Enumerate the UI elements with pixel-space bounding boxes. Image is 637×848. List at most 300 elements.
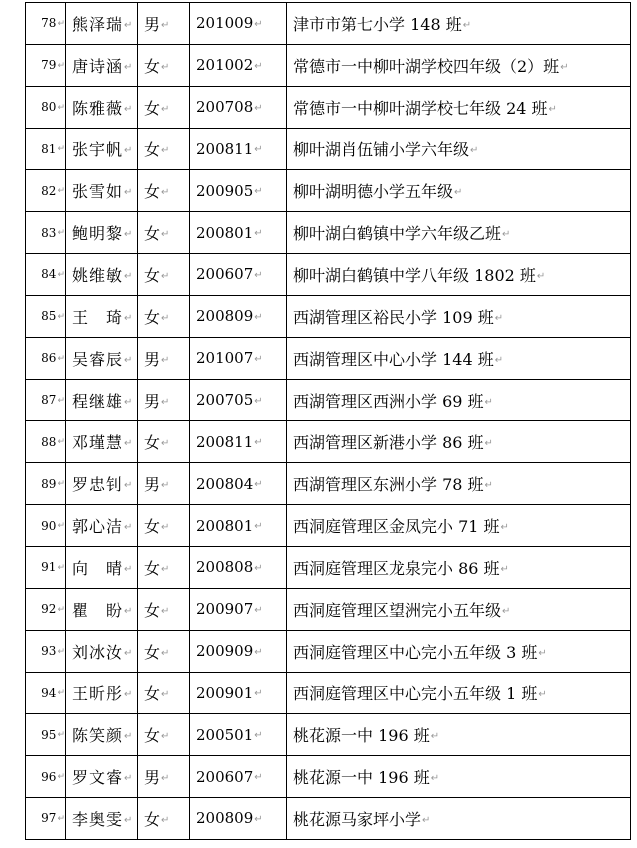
school-class-text: 西湖管理区西洲小学 69 班 — [293, 391, 484, 411]
birth-date-text: 200801 — [196, 223, 254, 242]
row-number-text: 90 — [41, 518, 57, 533]
student-name-cell — [66, 212, 138, 254]
paragraph-mark-icon: ↵ — [124, 605, 134, 617]
paragraph-mark-icon: ↵ — [124, 438, 134, 450]
student-name-text: 张雪如 — [72, 182, 124, 202]
paragraph-mark-icon: ↵ — [254, 60, 263, 72]
paragraph-mark-icon: ↵ — [494, 354, 504, 366]
paragraph-mark-icon: ↵ — [161, 19, 170, 31]
birth-date-cell — [190, 212, 287, 254]
paragraph-mark-icon: ↵ — [430, 731, 440, 743]
gender-text: 女 — [144, 265, 161, 285]
student-name-text: 向 晴 — [72, 558, 124, 578]
paragraph-mark-icon: ↵ — [57, 186, 65, 197]
paragraph-mark-icon: ↵ — [254, 813, 263, 825]
school-class-text: 桃花源一中 196 班 — [293, 726, 430, 746]
student-roster-table — [25, 2, 631, 840]
school-class-cell — [287, 254, 631, 296]
table-row — [26, 463, 631, 505]
row-number-cell — [26, 546, 66, 588]
school-class-cell — [287, 212, 631, 254]
school-class-text: 西洞庭管理区龙泉完小 86 班 — [293, 558, 500, 578]
table-row — [26, 672, 631, 714]
birth-date-text: 200607 — [196, 767, 254, 786]
student-name-cell — [66, 295, 138, 337]
school-class-cell — [287, 170, 631, 212]
student-name-text: 陈雅薇 — [72, 98, 124, 118]
student-name-cell — [66, 379, 138, 421]
birth-date-cell — [190, 714, 287, 756]
student-name-text: 罗文睿 — [72, 768, 124, 788]
paragraph-mark-icon: ↵ — [161, 396, 170, 408]
gender-cell — [138, 128, 190, 170]
paragraph-mark-icon: ↵ — [548, 103, 557, 115]
paragraph-mark-icon: ↵ — [124, 480, 134, 492]
school-class-text: 常德市一中柳叶湖学校四年级（2）班 — [293, 56, 560, 76]
birth-date-text: 200808 — [196, 558, 254, 577]
paragraph-mark-icon: ↵ — [254, 562, 263, 574]
row-number-cell — [26, 337, 66, 379]
paragraph-mark-icon: ↵ — [161, 61, 170, 73]
row-number-text: 91 — [41, 560, 57, 575]
table-row — [26, 128, 631, 170]
table-row — [26, 212, 631, 254]
birth-date-cell — [190, 630, 287, 672]
gender-cell — [138, 379, 190, 421]
paragraph-mark-icon: ↵ — [124, 270, 134, 282]
row-number-cell — [26, 212, 66, 254]
table-row — [26, 756, 631, 798]
gender-cell — [138, 630, 190, 672]
gender-text: 女 — [144, 224, 161, 244]
row-number-cell — [26, 421, 66, 463]
birth-date-cell — [190, 421, 287, 463]
paragraph-mark-icon: ↵ — [254, 772, 263, 784]
paragraph-mark-icon: ↵ — [161, 312, 170, 324]
paragraph-mark-icon: ↵ — [470, 145, 479, 157]
gender-text: 女 — [144, 684, 161, 704]
paragraph-mark-icon: ↵ — [57, 60, 65, 71]
paragraph-mark-icon: ↵ — [124, 145, 134, 157]
school-class-text: 桃花源马家坪小学 — [293, 809, 422, 829]
paragraph-mark-icon: ↵ — [254, 437, 263, 449]
row-number-text: 82 — [41, 183, 57, 198]
student-name-text: 程继雄 — [72, 391, 124, 411]
birth-date-text: 200905 — [196, 181, 254, 200]
paragraph-mark-icon: ↵ — [500, 563, 509, 575]
school-class-cell — [287, 128, 631, 170]
school-class-text: 西湖管理区中心小学 144 班 — [293, 349, 494, 369]
student-name-text: 邓瑾慧 — [72, 433, 124, 453]
table-row — [26, 254, 631, 296]
school-class-cell — [287, 630, 631, 672]
student-name-cell — [66, 798, 138, 840]
table-row — [26, 630, 631, 672]
paragraph-mark-icon: ↵ — [254, 311, 263, 323]
school-class-text: 西湖管理区新港小学 86 班 — [293, 433, 484, 453]
paragraph-mark-icon: ↵ — [254, 353, 263, 365]
school-class-cell — [287, 421, 631, 463]
school-class-cell — [287, 295, 631, 337]
row-number-cell — [26, 3, 66, 45]
gender-text: 女 — [144, 642, 161, 662]
school-class-cell — [287, 3, 631, 45]
birth-date-text: 200708 — [196, 98, 254, 117]
school-class-text: 西洞庭管理区中心完小五年级 1 班 — [293, 684, 538, 704]
row-number-cell — [26, 295, 66, 337]
paragraph-mark-icon: ↵ — [484, 480, 493, 492]
paragraph-mark-icon: ↵ — [57, 228, 65, 239]
student-name-text: 张宇帆 — [72, 140, 124, 160]
row-number-text: 85 — [41, 309, 57, 324]
school-class-text: 常德市一中柳叶湖学校七年级 24 班 — [293, 98, 548, 118]
birth-date-text: 200804 — [196, 474, 254, 493]
paragraph-mark-icon: ↵ — [124, 354, 134, 366]
birth-date-cell — [190, 505, 287, 547]
gender-cell — [138, 337, 190, 379]
paragraph-mark-icon: ↵ — [124, 229, 134, 241]
paragraph-mark-icon: ↵ — [254, 395, 263, 407]
row-number-cell — [26, 86, 66, 128]
paragraph-mark-icon: ↵ — [538, 689, 547, 701]
paragraph-mark-icon: ↵ — [161, 270, 170, 282]
row-number-cell — [26, 463, 66, 505]
gender-cell — [138, 86, 190, 128]
school-class-cell — [287, 798, 631, 840]
paragraph-mark-icon: ↵ — [57, 604, 65, 615]
birth-date-cell — [190, 128, 287, 170]
paragraph-mark-icon: ↵ — [124, 396, 134, 408]
row-number-cell — [26, 714, 66, 756]
row-number-text: 97 — [41, 811, 57, 826]
row-number-cell — [26, 505, 66, 547]
paragraph-mark-icon: ↵ — [254, 102, 263, 114]
paragraph-mark-icon: ↵ — [502, 229, 511, 241]
gender-text: 男 — [144, 768, 161, 788]
gender-text: 女 — [144, 307, 161, 327]
paragraph-mark-icon: ↵ — [57, 646, 65, 657]
birth-date-text: 200705 — [196, 391, 254, 410]
school-class-cell — [287, 714, 631, 756]
student-name-cell — [66, 588, 138, 630]
row-number-text: 78 — [41, 16, 57, 31]
row-number-cell — [26, 170, 66, 212]
school-class-text: 桃花源一中 196 班 — [293, 768, 430, 788]
row-number-text: 87 — [41, 393, 57, 408]
student-name-cell — [66, 546, 138, 588]
gender-cell — [138, 505, 190, 547]
school-class-cell — [287, 756, 631, 798]
paragraph-mark-icon: ↵ — [124, 773, 134, 785]
gender-text: 女 — [144, 809, 161, 829]
paragraph-mark-icon: ↵ — [502, 605, 511, 617]
birth-date-cell — [190, 756, 287, 798]
birth-date-cell — [190, 672, 287, 714]
school-class-cell — [287, 672, 631, 714]
paragraph-mark-icon: ↵ — [161, 145, 170, 157]
gender-text: 男 — [144, 14, 161, 34]
paragraph-mark-icon: ↵ — [254, 688, 263, 700]
paragraph-mark-icon: ↵ — [124, 61, 134, 73]
birth-date-text: 200811 — [196, 139, 254, 158]
row-number-text: 84 — [41, 267, 57, 282]
student-name-cell — [66, 672, 138, 714]
row-number-text: 92 — [41, 602, 57, 617]
student-name-cell — [66, 254, 138, 296]
school-class-text: 柳叶湖白鹤镇中学八年级 1802 班 — [293, 265, 536, 285]
paragraph-mark-icon: ↵ — [57, 730, 65, 741]
school-class-cell — [287, 505, 631, 547]
table-row — [26, 295, 631, 337]
birth-date-cell — [190, 798, 287, 840]
birth-date-cell — [190, 254, 287, 296]
paragraph-mark-icon: ↵ — [161, 354, 170, 366]
paragraph-mark-icon: ↵ — [124, 563, 134, 575]
table-row — [26, 588, 631, 630]
row-number-cell — [26, 588, 66, 630]
table-row — [26, 714, 631, 756]
gender-text: 男 — [144, 475, 161, 495]
paragraph-mark-icon: ↵ — [57, 311, 65, 322]
gender-text: 女 — [144, 517, 161, 537]
table-row — [26, 86, 631, 128]
row-number-text: 79 — [41, 58, 57, 73]
roster-body — [26, 3, 631, 840]
student-name-text: 瞿 盼 — [72, 600, 124, 620]
table-row — [26, 170, 631, 212]
row-number-text: 94 — [41, 685, 57, 700]
paragraph-mark-icon: ↵ — [161, 563, 170, 575]
school-class-text: 西洞庭管理区望洲完小五年级 — [293, 600, 502, 620]
birth-date-cell — [190, 295, 287, 337]
paragraph-mark-icon: ↵ — [161, 814, 170, 826]
student-name-cell — [66, 714, 138, 756]
paragraph-mark-icon: ↵ — [57, 144, 65, 155]
paragraph-mark-icon: ↵ — [254, 269, 263, 281]
birth-date-cell — [190, 86, 287, 128]
school-class-cell — [287, 379, 631, 421]
row-number-text: 80 — [41, 100, 57, 115]
paragraph-mark-icon: ↵ — [124, 312, 134, 324]
gender-cell — [138, 714, 190, 756]
school-class-text: 西洞庭管理区金凤完小 71 班 — [293, 517, 500, 537]
student-name-text: 刘冰汝 — [72, 642, 124, 662]
student-name-cell — [66, 3, 138, 45]
table-row — [26, 379, 631, 421]
paragraph-mark-icon: ↵ — [161, 103, 170, 115]
row-number-cell — [26, 630, 66, 672]
row-number-text: 86 — [41, 351, 57, 366]
gender-cell — [138, 421, 190, 463]
paragraph-mark-icon: ↵ — [254, 646, 263, 658]
paragraph-mark-icon: ↵ — [57, 353, 65, 364]
birth-date-text: 200909 — [196, 642, 254, 661]
paragraph-mark-icon: ↵ — [124, 103, 134, 115]
school-class-text: 西湖管理区裕民小学 109 班 — [293, 307, 494, 327]
row-number-text: 81 — [41, 141, 57, 156]
gender-text: 女 — [144, 600, 161, 620]
student-name-text: 唐诗涵 — [72, 56, 124, 76]
gender-text: 女 — [144, 182, 161, 202]
paragraph-mark-icon: ↵ — [161, 522, 170, 534]
paragraph-mark-icon: ↵ — [57, 562, 65, 573]
paragraph-mark-icon: ↵ — [254, 186, 263, 198]
paragraph-mark-icon: ↵ — [124, 731, 134, 743]
birth-date-cell — [190, 463, 287, 505]
paragraph-mark-icon: ↵ — [57, 688, 65, 699]
gender-cell — [138, 295, 190, 337]
gender-cell — [138, 588, 190, 630]
gender-text: 女 — [144, 140, 161, 160]
school-class-cell — [287, 86, 631, 128]
paragraph-mark-icon: ↵ — [57, 479, 65, 490]
paragraph-mark-icon: ↵ — [57, 269, 65, 280]
gender-cell — [138, 254, 190, 296]
paragraph-mark-icon: ↵ — [494, 312, 504, 324]
gender-text: 女 — [144, 558, 161, 578]
student-name-cell — [66, 756, 138, 798]
birth-date-cell — [190, 3, 287, 45]
birth-date-text: 200907 — [196, 600, 254, 619]
row-number-text: 88 — [41, 434, 57, 449]
row-number-cell — [26, 128, 66, 170]
paragraph-mark-icon: ↵ — [500, 522, 509, 534]
paragraph-mark-icon: ↵ — [57, 521, 65, 532]
student-name-cell — [66, 421, 138, 463]
birth-date-cell — [190, 170, 287, 212]
gender-cell — [138, 3, 190, 45]
row-number-text: 96 — [41, 769, 57, 784]
birth-date-text: 200901 — [196, 683, 254, 702]
gender-cell — [138, 672, 190, 714]
birth-date-text: 200809 — [196, 307, 254, 326]
student-name-cell — [66, 128, 138, 170]
gender-text: 女 — [144, 98, 161, 118]
student-name-cell — [66, 337, 138, 379]
row-number-cell — [26, 756, 66, 798]
birth-date-text: 201009 — [196, 14, 254, 33]
student-name-cell — [66, 86, 138, 128]
row-number-cell — [26, 379, 66, 421]
paragraph-mark-icon: ↵ — [254, 604, 263, 616]
paragraph-mark-icon: ↵ — [161, 229, 170, 241]
row-number-text: 89 — [41, 476, 57, 491]
paragraph-mark-icon: ↵ — [454, 187, 463, 199]
birth-date-text: 200801 — [196, 516, 254, 535]
school-class-cell — [287, 44, 631, 86]
student-name-text: 王 琦 — [72, 307, 124, 327]
birth-date-text: 200501 — [196, 725, 254, 744]
student-name-cell — [66, 463, 138, 505]
student-name-text: 李奥雯 — [72, 809, 124, 829]
table-row — [26, 421, 631, 463]
school-class-text: 柳叶湖明德小学五年级 — [293, 182, 454, 202]
school-class-text: 西湖管理区东洲小学 78 班 — [293, 475, 484, 495]
paragraph-mark-icon: ↵ — [484, 438, 493, 450]
student-name-text: 郭心洁 — [72, 517, 124, 537]
paragraph-mark-icon: ↵ — [161, 605, 170, 617]
student-name-text: 吴睿辰 — [72, 349, 124, 369]
birth-date-text: 200811 — [196, 432, 254, 451]
gender-text: 男 — [144, 349, 161, 369]
student-name-cell — [66, 630, 138, 672]
birth-date-cell — [190, 379, 287, 421]
birth-date-cell — [190, 337, 287, 379]
school-class-cell — [287, 337, 631, 379]
school-class-cell — [287, 546, 631, 588]
school-class-text: 柳叶湖肖伍铺小学六年级 — [293, 140, 470, 160]
birth-date-cell — [190, 588, 287, 630]
paragraph-mark-icon: ↵ — [536, 270, 546, 282]
paragraph-mark-icon: ↵ — [124, 19, 134, 31]
paragraph-mark-icon: ↵ — [560, 61, 569, 73]
paragraph-mark-icon: ↵ — [254, 228, 263, 240]
gender-cell — [138, 44, 190, 86]
paragraph-mark-icon: ↵ — [124, 814, 134, 826]
paragraph-mark-icon: ↵ — [161, 773, 170, 785]
paragraph-mark-icon: ↵ — [254, 479, 263, 491]
gender-text: 女 — [144, 433, 161, 453]
student-name-text: 鲍明黎 — [72, 224, 124, 244]
paragraph-mark-icon: ↵ — [57, 437, 65, 448]
table-row — [26, 505, 631, 547]
paragraph-mark-icon: ↵ — [484, 396, 493, 408]
birth-date-text: 201007 — [196, 349, 254, 368]
gender-cell — [138, 756, 190, 798]
paragraph-mark-icon: ↵ — [161, 647, 170, 659]
paragraph-mark-icon: ↵ — [462, 19, 472, 31]
paragraph-mark-icon: ↵ — [124, 689, 134, 701]
birth-date-text: 200607 — [196, 265, 254, 284]
student-name-cell — [66, 44, 138, 86]
paragraph-mark-icon: ↵ — [124, 647, 134, 659]
gender-text: 男 — [144, 391, 161, 411]
paragraph-mark-icon: ↵ — [57, 772, 65, 783]
paragraph-mark-icon: ↵ — [124, 187, 134, 199]
gender-cell — [138, 798, 190, 840]
student-name-text: 熊泽瑞 — [72, 14, 124, 34]
row-number-text: 93 — [41, 644, 57, 659]
school-class-text: 津市市第七小学 148 班 — [293, 14, 462, 34]
paragraph-mark-icon: ↵ — [161, 731, 170, 743]
student-name-text: 陈笑颜 — [72, 726, 124, 746]
gender-cell — [138, 170, 190, 212]
student-name-text: 王昕彤 — [72, 684, 124, 704]
row-number-text: 83 — [41, 225, 57, 240]
student-name-cell — [66, 505, 138, 547]
paragraph-mark-icon: ↵ — [161, 187, 170, 199]
school-class-text: 柳叶湖白鹤镇中学六年级乙班 — [293, 224, 502, 244]
table-row — [26, 3, 631, 45]
paragraph-mark-icon: ↵ — [57, 102, 65, 113]
birth-date-text: 201002 — [196, 56, 254, 75]
paragraph-mark-icon: ↵ — [57, 395, 65, 406]
gender-text: 女 — [144, 726, 161, 746]
row-number-text: 95 — [41, 727, 57, 742]
row-number-cell — [26, 798, 66, 840]
paragraph-mark-icon: ↵ — [430, 773, 440, 785]
paragraph-mark-icon: ↵ — [161, 689, 170, 701]
paragraph-mark-icon: ↵ — [57, 18, 65, 29]
birth-date-text: 200809 — [196, 809, 254, 828]
paragraph-mark-icon: ↵ — [538, 647, 547, 659]
birth-date-cell — [190, 44, 287, 86]
paragraph-mark-icon: ↵ — [161, 480, 170, 492]
paragraph-mark-icon: ↵ — [161, 438, 170, 450]
table-row — [26, 44, 631, 86]
paragraph-mark-icon: ↵ — [254, 18, 263, 30]
gender-cell — [138, 546, 190, 588]
